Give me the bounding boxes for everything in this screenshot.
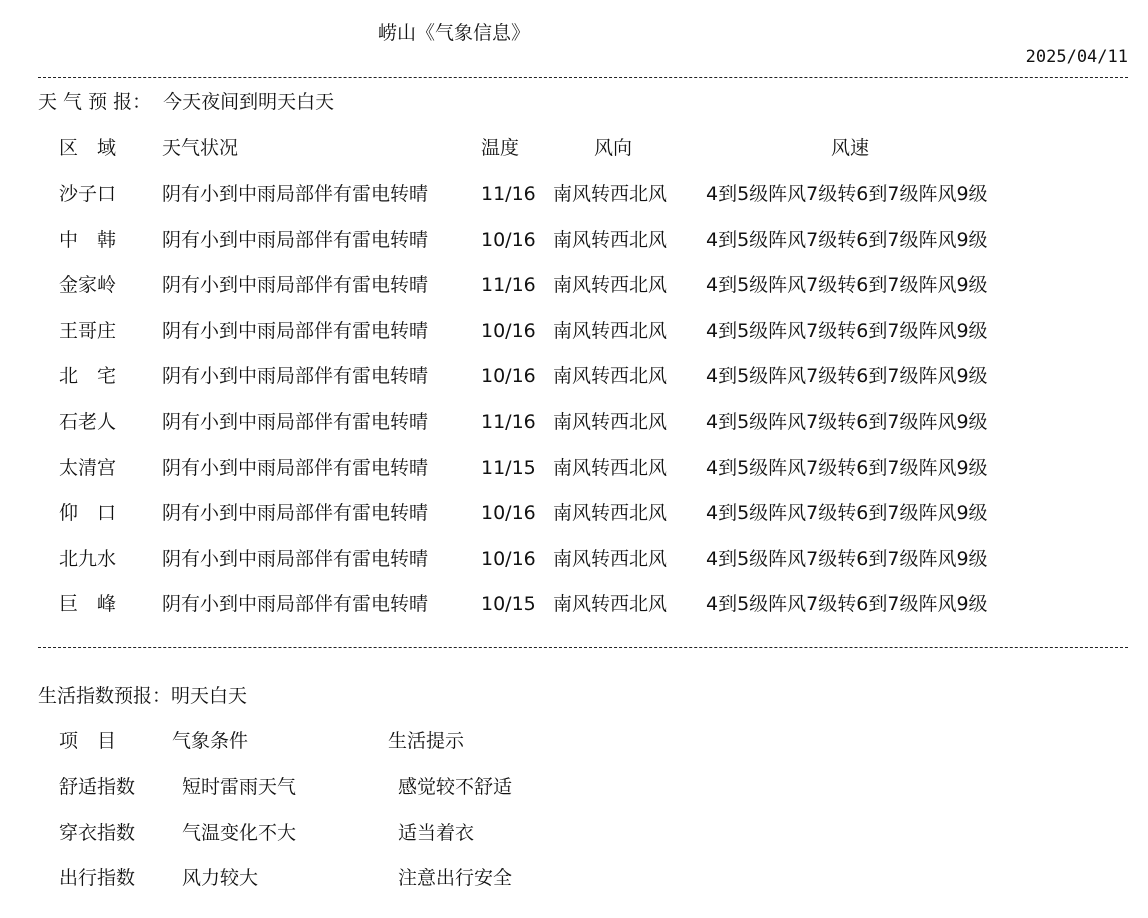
row-tip: 感觉较不舒适 [398,776,513,798]
row-wind-speed: 4到5级阵风7级转6到7级阵风9级 [706,183,988,205]
row-tip: 适当着衣 [398,821,475,844]
row-temp: 11/16 [481,411,536,433]
row-temp: 11/16 [481,274,536,297]
col-region-header: 区 域 [59,137,117,159]
forecast-heading [38,90,334,114]
row-wind-dir: 南风转西北风 [553,228,668,251]
row-wind-speed: 4到5级阵风7级转6到7级阵风9级 [706,502,988,525]
row-region: 金家岭 [59,274,117,297]
row-wind-speed: 4到5级阵风7级转6到7级阵风9级 [706,593,988,616]
row-wind-speed: 4到5级阵风7级转6到7级阵风9级 [706,228,988,251]
row-condition: 短时雷雨天气 [182,776,297,798]
page-title: 崂山《气象信息》 [378,22,531,44]
row-weather: 阴有小到中雨局部伴有雷电转晴 [162,411,429,433]
row-region: 仰 口 [59,502,117,525]
col-weather-header: 天气状况 [162,137,239,159]
row-item: 出行指数 [59,867,136,889]
row-tip: 注意出行安全 [398,867,513,889]
row-wind-speed: 4到5级阵风7级转6到7级阵风9级 [706,365,988,388]
row-region: 王哥庄 [59,319,117,342]
report-date: 2025/04/11 [1025,47,1128,67]
row-wind-dir: 南风转西北风 [553,274,668,297]
row-wind-dir: 南风转西北风 [553,319,668,342]
row-region: 沙子口 [59,183,117,205]
row-temp: 10/15 [481,593,536,616]
row-region: 北 宅 [59,365,117,388]
row-region: 巨 峰 [59,593,117,616]
row-wind-speed: 4到5级阵风7级转6到7级阵风9级 [706,319,988,342]
row-weather: 阴有小到中雨局部伴有雷电转晴 [162,502,429,525]
top-divider [38,77,1128,78]
row-wind-dir: 南风转西北风 [553,365,668,388]
row-weather: 阴有小到中雨局部伴有雷电转晴 [162,456,429,479]
row-wind-speed: 4到5级阵风7级转6到7级阵风9级 [706,547,988,570]
col-temp-header: 温度 [481,137,520,159]
row-wind-dir: 南风转西北风 [553,593,668,616]
row-temp: 11/16 [481,183,536,205]
row-weather: 阴有小到中雨局部伴有雷电转晴 [162,183,429,205]
row-wind-dir: 南风转西北风 [553,502,668,525]
row-weather: 阴有小到中雨局部伴有雷电转晴 [162,319,429,342]
row-weather: 阴有小到中雨局部伴有雷电转晴 [162,228,429,251]
col-condition-header: 气象条件 [172,730,249,752]
row-condition: 风力较大 [182,867,259,889]
row-wind-speed: 4到5级阵风7级转6到7级阵风9级 [706,274,988,297]
row-weather: 阴有小到中雨局部伴有雷电转晴 [162,274,429,297]
col-wind-speed-header: 风速 [831,137,870,159]
row-wind-dir: 南风转西北风 [553,411,668,433]
middle-divider [38,647,1128,648]
row-wind-dir: 南风转西北风 [553,456,668,479]
row-item: 舒适指数 [59,776,136,798]
row-temp: 11/15 [481,456,536,479]
row-weather: 阴有小到中雨局部伴有雷电转晴 [162,365,429,388]
row-temp: 10/16 [481,319,536,342]
forecast-label: 天 气 预 报： [38,91,152,113]
col-wind-dir-header: 风向 [594,137,633,159]
row-region: 中 韩 [59,228,117,251]
row-temp: 10/16 [481,502,536,525]
forecast-period: 今天夜间到明天白天 [163,91,335,113]
row-wind-speed: 4到5级阵风7级转6到7级阵风9级 [706,411,988,433]
row-weather: 阴有小到中雨局部伴有雷电转晴 [162,593,429,616]
row-temp: 10/16 [481,228,536,251]
row-wind-dir: 南风转西北风 [553,183,668,205]
row-condition: 气温变化不大 [182,821,297,844]
row-region: 太清宫 [59,456,117,479]
row-temp: 10/16 [481,365,536,388]
row-wind-dir: 南风转西北风 [553,547,668,570]
row-region: 石老人 [59,411,117,433]
col-tip-header: 生活提示 [388,730,465,752]
row-item: 穿衣指数 [59,821,136,844]
row-region: 北九水 [59,547,117,570]
row-weather: 阴有小到中雨局部伴有雷电转晴 [162,547,429,570]
col-item-header: 项 目 [59,730,117,752]
row-wind-speed: 4到5级阵风7级转6到7级阵风9级 [706,456,988,479]
life-index-heading: 生活指数预报：明天白天 [38,685,248,707]
row-temp: 10/16 [481,547,536,570]
